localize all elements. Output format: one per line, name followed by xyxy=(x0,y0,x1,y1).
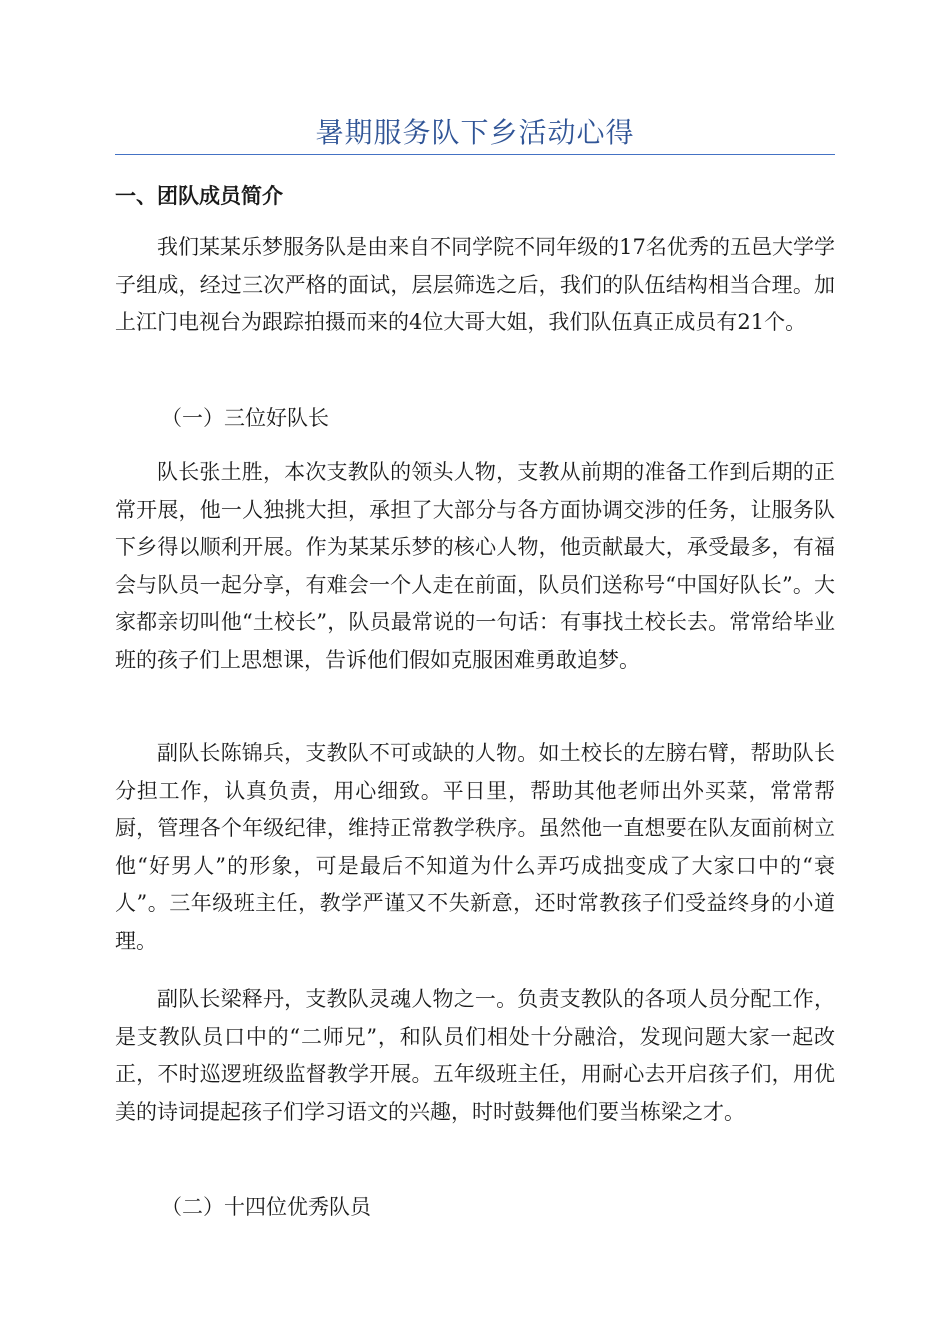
paragraph-captain: 队长张土胜，本次支教队的领头人物，支教从前期的准备工作到后期的正常开展，他一人独挑大担，承担了大部分与各方面协调交涉的任务，让服务队下乡得以顺利开展。作为某某乐梦的核心人物，他贡献最大，承受最多，有福会与队员一起分享，有难会一个人走在前面，队员们送称号“中国好队长”。大家都亲切叫他“土校长”，队员最常说的一句话：有事找土校长去。常常给毕业班的孩子们上思想课，告诉他们假如克服困难勇敢追梦。 xyxy=(115,460,835,672)
paragraph-vice-captain-1: 副队长陈锦兵，支教队不可或缺的人物。如土校长的左膀右臂，帮助队长分担工作，认真负责，用心细致。平日里，帮助其他老师出外买菜，常常帮厨，管理各个年级纪律，维持正常教学秩序。虽然他一直想要在队友面前树立他“好男人”的形象，可是最后不知道为什么弄巧成拙变成了大家口中的“衰人”。三年级班主任，教学严谨又不失新意，还时常教孩子们受益终身的小道理。 xyxy=(115,741,835,953)
paragraph-intro: 我们某某乐梦服务队是由来自不同学院不同年级的17名优秀的五邑大学学子组成，经过三次严格的面试，层层筛选之后，我们的队伍结构相当合理。加上江门电视台为跟踪拍摄而来的4位大哥大姐，我们队伍真正成员有21个。 xyxy=(115,235,835,334)
document-title: 暑期服务队下乡活动心得 xyxy=(315,116,635,149)
title-underline xyxy=(115,154,835,155)
paragraph-vice-captain-2: 副队长梁释丹，支教队灵魂人物之一。负责支教队的各项人员分配工作，是支教队员口中的“二师兄”，和队员们相处十分融洽，发现问题大家一起改正，不时巡逻班级监督教学开展。五年级班主任，用耐心去开启孩子们，用优美的诗词提起孩子们学习语文的兴趣，时时鼓舞他们要当栋梁之才。 xyxy=(115,987,835,1124)
subheading-three-captains: （一）三位好队长 xyxy=(161,406,329,430)
section-heading-team-intro: 一、团队成员简介 xyxy=(115,183,283,208)
subheading-fourteen-members: （二）十四位优秀队员 xyxy=(161,1195,371,1219)
